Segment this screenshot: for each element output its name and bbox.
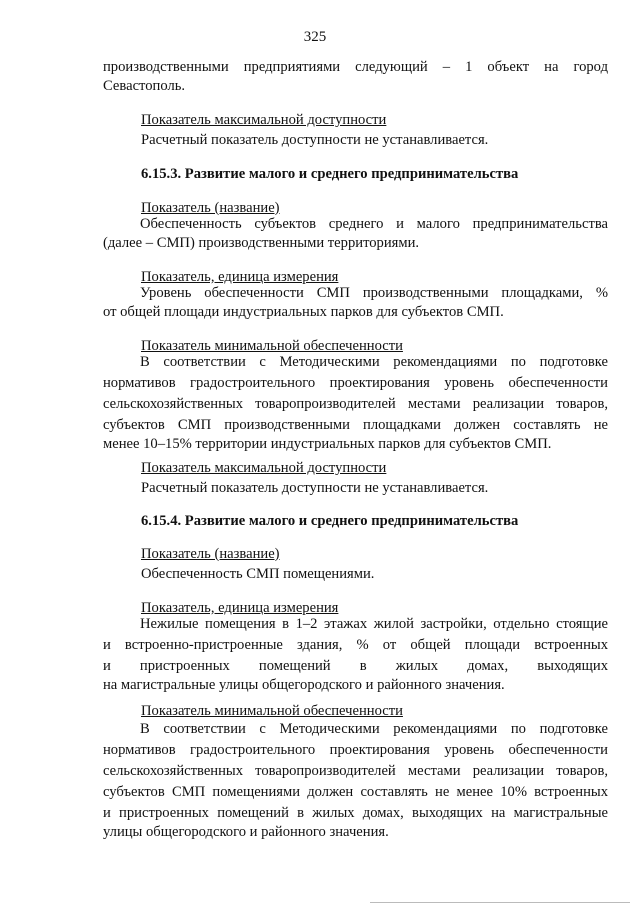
indicator-unit-label: Показатель, единица измерения [141,269,339,285]
max-access-text: Расчетный показатель доступности не устанавливается. [141,132,489,148]
indicator-name-label: Показатель (название) [141,200,280,216]
min-provision-line-1b: В соответствии с Методическими рекомендациями по подготовке [140,721,608,737]
indicator-unit-line-1b: Нежилые помещения в 1–2 этажах жилой застройки, отдельно стоящие [140,616,608,632]
min-provision-line-3: сельскохозяйственных товаропроизводителей местами реализации товаров, [103,396,608,412]
indicator-unit-line-2: от общей площади индустриальных парков для субъектов СМП. [103,304,504,320]
section-heading-6-15-3: 6.15.3. Развитие малого и среднего предпринимательства [141,166,519,182]
indicator-unit-line-3b: и пристроенных помещений в жилых домах, выходящих [103,658,608,674]
min-provision-line-1: В соответствии с Методическими рекомендациями по подготовке [140,354,608,370]
min-provision-label: Показатель минимальной обеспеченности [141,338,403,354]
min-provision-line-5b: и пристроенных помещений в жилых домах, выходящих на магистральные [103,805,608,821]
min-provision-label-2: Показатель минимальной обеспеченности [141,703,403,719]
indicator-name-text-2: Обеспеченность СМП помещениями. [141,566,375,582]
min-provision-line-3b: сельскохозяйственных товаропроизводителей местами реализации товаров, [103,763,608,779]
min-provision-line-2b: нормативов градостроительного проектирования уровень обеспеченности [103,742,608,758]
indicator-unit-line-2b: и встроенно-пристроенные здания, % от общей площади встроенных [103,637,608,653]
max-access-text-2: Расчетный показатель доступности не устанавливается. [141,480,489,496]
min-provision-line-5: менее 10–15% территории индустриальных парков для субъектов СМП. [103,436,552,452]
page-number: 325 [303,29,327,45]
indicator-name-line-1: Обеспеченность субъектов среднего и малого предпринимательства [140,216,608,232]
min-provision-line-2: нормативов градостроительного проектирования уровень обеспеченности [103,375,608,391]
min-provision-line-4b: субъектов СМП помещениями должен составлять не менее 10% встроенных [103,784,608,800]
min-provision-line-4: субъектов СМП производственными площадками должен составлять не [103,417,608,433]
indicator-unit-line-1: Уровень обеспеченности СМП производственными площадками, % [140,285,608,301]
section-heading-6-15-4: 6.15.4. Развитие малого и среднего предпринимательства [141,513,519,529]
indicator-name-label-2: Показатель (название) [141,546,280,562]
intro-line-1: производственными предприятиями следующий – 1 объект на город [103,59,608,75]
min-provision-line-6b: улицы общегородского и районного значения. [103,824,389,840]
indicator-name-line-2: (далее – СМП) производственными территориями. [103,235,420,251]
intro-line-2: Севастополь. [103,78,186,94]
indicator-unit-line-4b: на магистральные улицы общегородского и районного значения. [103,677,505,693]
indicator-unit-label-2: Показатель, единица измерения [141,600,339,616]
scan-edge-line [370,902,630,903]
max-access-label: Показатель максимальной доступности [141,112,387,128]
max-access-label-2: Показатель максимальной доступности [141,460,387,476]
